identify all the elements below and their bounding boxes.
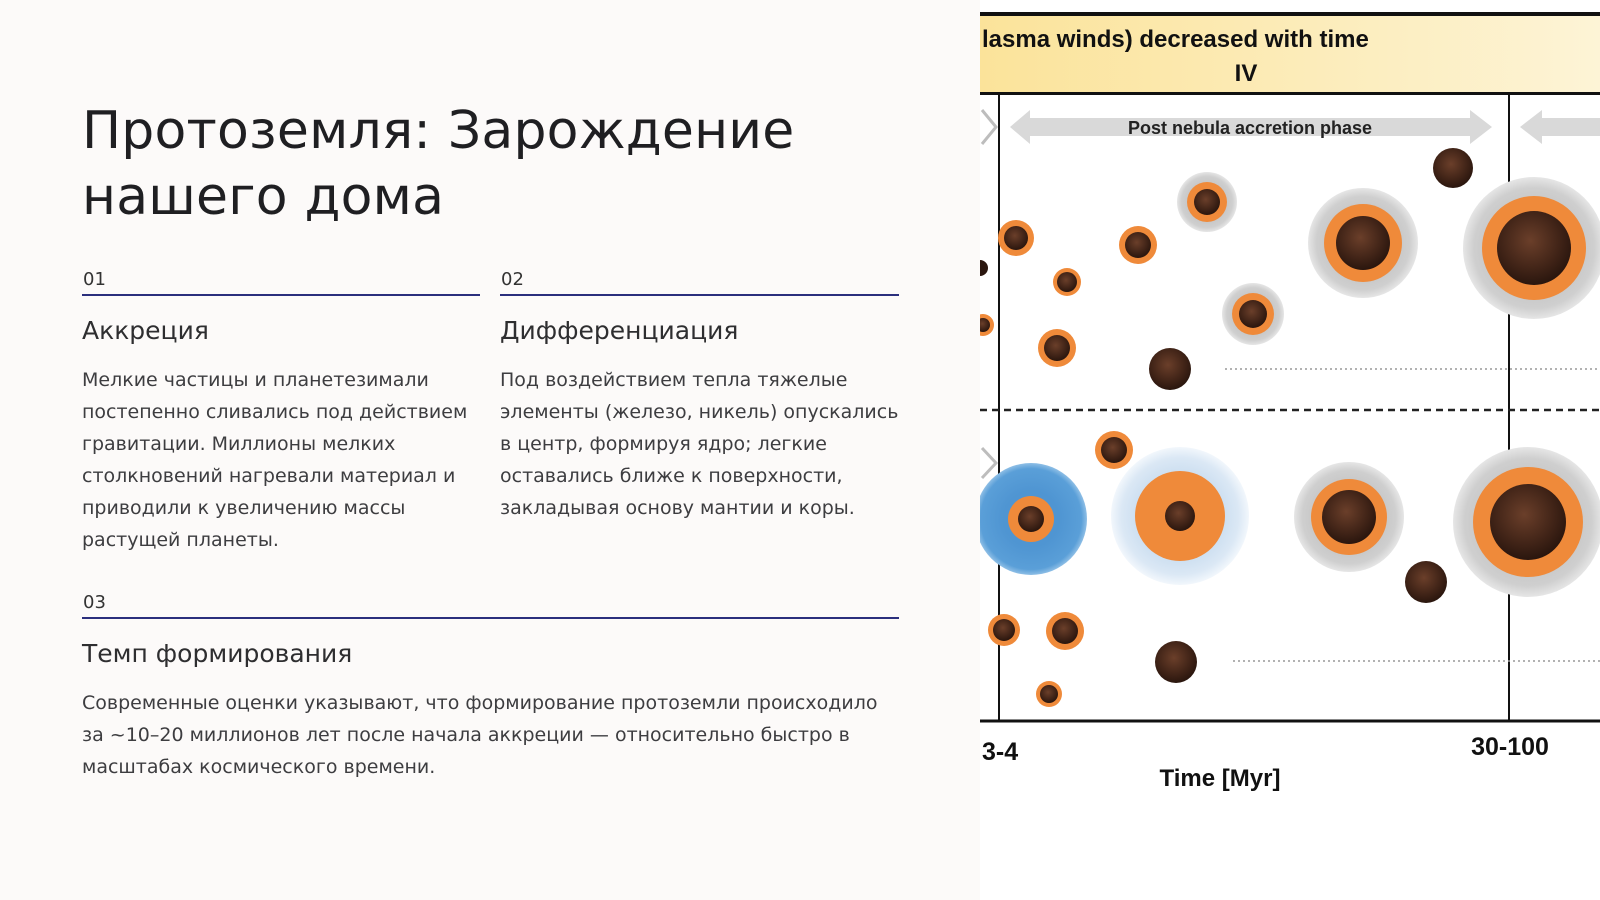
accretion-diagram: [980, 0, 1600, 900]
section-differentiation: [500, 268, 899, 524]
section-body: Современные оценки указывают, что формирование протоземли происходило за ~10–20 миллионов лет после начала аккреции — относительно быстро в масштабах космического времени.: [82, 692, 878, 778]
planetesimal-body: [988, 614, 1020, 646]
phase-label: Post nebula accretion phase: [1127, 118, 1373, 138]
section-heading: Темп формирования: [82, 639, 353, 668]
section-divider: [500, 294, 899, 296]
section-heading: Аккреция: [82, 316, 209, 345]
section-accretion: [82, 268, 480, 556]
slide-title: [82, 98, 902, 230]
planetesimal-body: [1053, 268, 1081, 296]
planetesimal-body: [1177, 172, 1237, 232]
section-number: 01: [83, 269, 106, 290]
section-formation-rate: [82, 591, 899, 783]
planetesimal-body: [1149, 348, 1191, 390]
section-number: 02: [501, 269, 524, 290]
planetesimal-body: [1095, 431, 1133, 469]
protoplanet-body: [1463, 177, 1600, 319]
time-tick-right: 30-100: [1471, 733, 1549, 761]
section-divider: [82, 617, 899, 619]
planetesimal-body: [1036, 681, 1062, 707]
protoplanet-body: [1111, 447, 1249, 585]
diagram-header-text: lasma winds) decreased with time: [982, 26, 1369, 53]
planetesimal-body: [980, 314, 994, 336]
phase-numeral: IV: [1234, 60, 1258, 87]
diagram-top-border: [980, 12, 1600, 16]
planetesimal-body: [1405, 561, 1447, 603]
time-axis-label: Time [Myr]: [1159, 765, 1281, 792]
planetesimal-body: [1433, 148, 1473, 188]
protoplanet-body: [980, 463, 1087, 575]
protoplanet-body: [1308, 188, 1418, 298]
planetesimal-body: [1155, 641, 1197, 683]
accretion-diagram-svg: [980, 0, 1600, 900]
planetesimal-body: [1046, 612, 1084, 650]
section-body: Под воздействием тепла тяжелые элементы (железо, никель) опускались в центр, формируя ядро; легкие оставались ближе к поверхности, закладывая основу мантии и коры.: [500, 369, 899, 519]
slide-title-line-1: Протоземля: Зарождение: [82, 101, 795, 161]
protoplanet-body: [1294, 462, 1404, 572]
protoplanet-body: [1453, 447, 1600, 597]
section-divider: [82, 294, 480, 296]
planetesimal-body: [1038, 329, 1076, 367]
planetesimal-body: [1119, 226, 1157, 264]
planetesimal-body: [980, 260, 988, 276]
slide-title-line-2: нашего дома: [82, 167, 445, 227]
planetesimal-body: [998, 220, 1034, 256]
section-body: Мелкие частицы и планетезимали постепенно сливались под действием гравитации. Миллионы мелких столкновений нагревали материал и приводили к увеличению массы растущей планеты.: [82, 369, 468, 551]
planetesimal-body: [1222, 283, 1284, 345]
side-chevron: [982, 448, 996, 478]
section-heading: Дифференциация: [500, 316, 739, 345]
diagram-header-divider: [980, 92, 1600, 95]
time-tick-left: 3-4: [982, 738, 1019, 766]
section-number: 03: [83, 592, 106, 613]
